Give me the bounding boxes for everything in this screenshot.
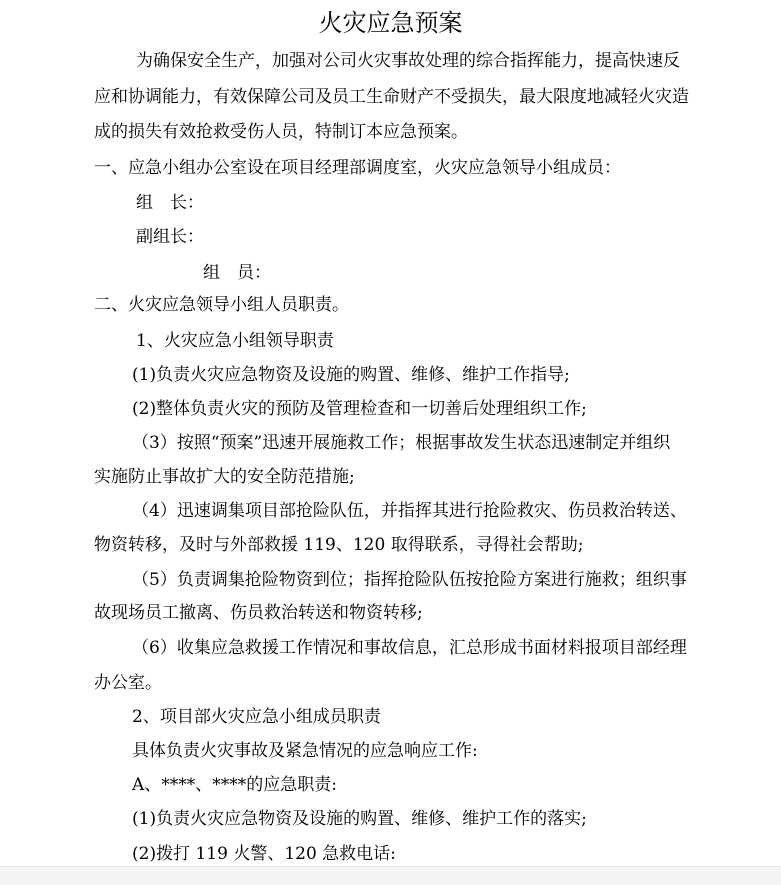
group-leader-label: 组 长： [136,193,204,213]
subsection-2-heading: 2、项目部火灾应急小组成员职责 [132,707,381,727]
duty-1-1: (1)负责火灾应急物资及设施的购置、维修、维护工作指导; [132,365,570,385]
duty-1-5-line-1: （5）负责调集抢险物资到位；指挥抢险队伍按抢险方案进行施救；组织事 [132,570,687,590]
subsection-2-intro: 具体负责火灾事故及紧急情况的应急响应工作: [132,741,478,761]
subsection-2-a-heading: A、****、****的应急职责: [132,775,338,795]
duty-1-4-line-1: （4）迅速调集项目部抢险队伍，并指挥其进行抢险救灾、伤员救治转送、 [132,501,687,521]
duty-1-4-line-2: 物资转移，及时与外部救援 119、120 取得联系，寻得社会帮助; [94,535,584,555]
duty-2-2: (2)拨打 119 火警、120 急救电话: [132,844,396,864]
section-1-heading: 一、应急小组办公室设在项目经理部调度室，火灾应急领导小组成员： [94,158,621,178]
duty-2-1: (1)负责火灾应急物资及设施的购置、维修、维护工作的落实; [132,809,587,829]
section-2-heading: 二、火灾应急领导小组人员职责。 [94,295,349,315]
subsection-1-heading: 1、火灾应急小组领导职责 [136,331,334,351]
duty-1-2: (2)整体负责火灾的预防及管理检查和一切善后处理组织工作; [132,399,587,419]
duty-1-6-line-1: （6）收集应急救援工作情况和事故信息，汇总形成书面材料报项目部经理 [132,638,687,658]
intro-line-2: 应和协调能力，有效保障公司及员工生命财产不受损失，最大限度地减轻火灾造 [94,87,689,107]
intro-line-1: 为确保安全生产，加强对公司火灾事故处理的综合指挥能力，提高快速反 [136,51,680,71]
duty-1-6-line-2: 办公室。 [94,673,162,693]
intro-line-3: 成的损失有效抢救受伤人员，特制订本应急预案。 [94,122,468,142]
duty-1-3-line-2: 实施防止事故扩大的安全防范措施; [94,467,355,487]
duty-1-5-line-2: 故现场员工撤离、伤员救治转送和物资转移; [94,603,423,623]
bottom-bar [0,866,781,885]
deputy-leader-label: 副组长： [136,227,204,247]
group-member-label: 组 员： [203,263,271,283]
duty-1-3-line-1: （3）按照“预案”迅速开展施救工作；根据事故发生状态迅速制定并组织 [132,433,671,453]
document-title: 火灾应急预案 [318,9,463,37]
